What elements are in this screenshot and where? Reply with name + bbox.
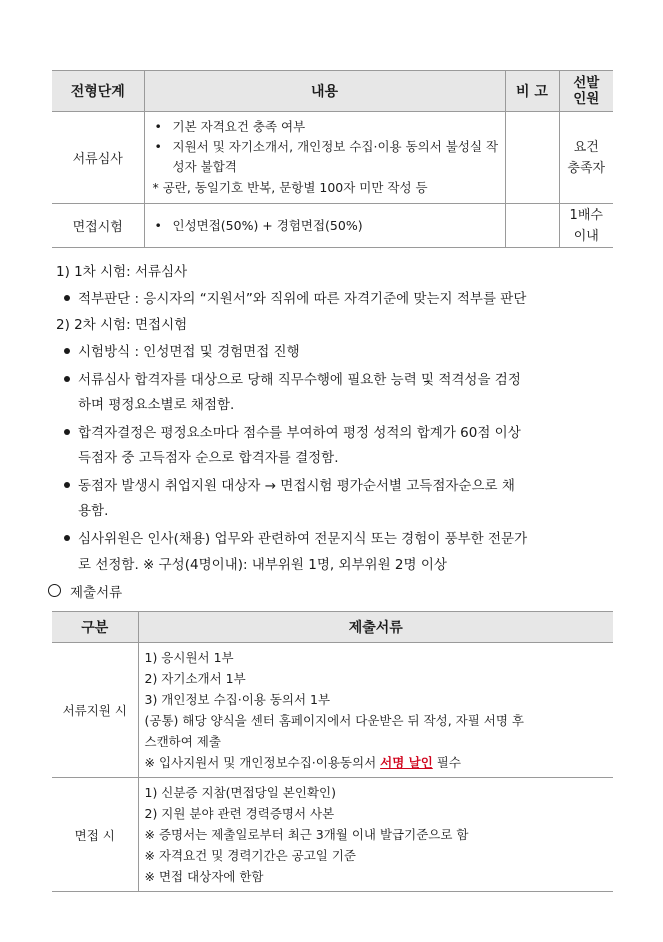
doc-line: 3) 개인정보 수집·이용 동의서 1부	[144, 692, 331, 707]
doc-line: ※ 자격요건 및 경력기간은 공고일 기준	[144, 848, 356, 863]
header-stage: 전형단계	[52, 71, 144, 112]
warning-suffix: 필수	[432, 755, 461, 770]
step1-heading: 1) 1차 시험: 서류심사	[56, 264, 188, 280]
doc-line: 2) 지원 분야 관련 경력증명서 사본	[144, 806, 335, 821]
step2-item-text: 서류심사 합격자를 대상으로 당해 직무수행에 필요한 능력 및 적격성을 검정	[78, 372, 521, 388]
bullet-icon	[64, 535, 70, 541]
content-cell	[144, 204, 505, 248]
documents-table	[52, 611, 613, 892]
header-count-text: 선발 인원	[573, 75, 600, 107]
doc-line: ※ 면접 대상자에 한함	[144, 869, 264, 884]
circle-icon	[48, 584, 61, 597]
docs-title-text: 제출서류	[70, 585, 123, 601]
table-row	[52, 204, 613, 248]
doc-line: ※ 증명서는 제출일로부터 최근 3개월 이내 발급기준으로 함	[144, 827, 469, 842]
bullet-icon	[64, 482, 70, 488]
table-header-row	[52, 612, 613, 643]
step2-item-text: 합격자결정은 평정요소마다 점수를 부여하여 평정 성적의 합계가 60점 이상	[78, 425, 521, 441]
list-item: • 기본 자격요건 충족 여부	[151, 117, 501, 137]
doc-line: (공통) 해당 양식을 센터 홈페이지에서 다운받은 뒤 작성, 자필 서명 후	[144, 713, 524, 728]
step2-item-cont: 득점자 중 고득점자 순으로 합격자를 결정함.	[78, 450, 339, 466]
count-cell	[559, 204, 613, 248]
step2-item	[52, 368, 521, 388]
stage-cell: 면접시험	[52, 204, 144, 248]
count-text: 요건 충족자	[567, 139, 606, 176]
bullet-icon	[64, 376, 70, 382]
bullet-icon	[64, 295, 70, 301]
list-item: • 지원서 및 자기소개서, 개인정보 수집·이용 동의서 불성실 작성자 불합격	[151, 137, 501, 177]
step2-item-text: 시험방식 : 인성면접 및 경험면접 진행	[78, 344, 300, 360]
documents-cell	[138, 778, 613, 892]
list-item: • 인성면접(50%) + 경험면접(50%)	[151, 216, 501, 236]
warning-emphasis: 서명 날인	[380, 755, 433, 770]
doc-line: 1) 신분증 지참(면접당일 본인확인)	[144, 785, 336, 800]
step2-item-cont: 용함.	[78, 503, 109, 519]
category-cell: 면접 시	[52, 778, 138, 892]
selection-stage-table	[52, 70, 613, 248]
step2-item	[52, 527, 527, 547]
remark-cell	[505, 204, 559, 248]
step2-item-cont: 로 선정함. ※ 구성(4명이내): 내부위원 1명, 외부위원 2명 이상	[78, 557, 447, 573]
bullet-icon	[64, 429, 70, 435]
step2-item	[52, 340, 300, 360]
step2-heading: 2) 2차 시험: 면접시험	[56, 317, 188, 333]
stage-cell: 서류심사	[52, 112, 144, 204]
remark-cell	[505, 112, 559, 204]
note-text: * 공란, 동일기호 반복, 문항별 100자 미만 작성 등	[152, 180, 428, 195]
header-count	[559, 71, 613, 112]
warning-prefix: ※ 입사지원서 및 개인정보수집·이용동의서	[144, 755, 381, 770]
header-category: 구분	[52, 612, 138, 643]
table-row	[52, 112, 613, 204]
step2-item-text: 동점자 발생시 취업지원 대상자 → 면접시험 평가순서별 고득점자순으로 채	[78, 478, 515, 494]
header-remark: 비 고	[505, 71, 559, 112]
step2-item-cont: 하며 평정요소별로 채점함.	[78, 397, 235, 413]
header-content: 내용	[144, 71, 505, 112]
doc-line: 2) 자기소개서 1부	[144, 671, 246, 686]
step1-item-text: 적부판단 : 응시자의 “지원서”와 직위에 따른 자격기준에 맞는지 적부를 판단	[78, 291, 527, 307]
count-cell	[559, 112, 613, 204]
table-header-row	[52, 71, 613, 112]
bullet-icon	[64, 348, 70, 354]
docs-section-title	[46, 581, 122, 601]
step1-item	[52, 287, 526, 307]
table-row	[52, 778, 613, 892]
step2-item	[52, 474, 515, 494]
step2-item-text: 심사위원은 인사(채용) 업무와 관련하여 전문지식 또는 경험이 풍부한 전문가	[78, 531, 528, 547]
step2-item	[52, 421, 521, 441]
count-text: 1배수 이내	[569, 207, 603, 244]
content-cell	[144, 112, 505, 204]
table-row	[52, 643, 613, 778]
doc-line: 1) 응시원서 1부	[144, 650, 234, 665]
signature-warning	[145, 752, 608, 773]
header-documents: 제출서류	[138, 612, 613, 643]
doc-line: 스캔하여 제출	[144, 734, 221, 749]
documents-cell	[138, 643, 613, 778]
category-cell: 서류지원 시	[52, 643, 138, 778]
